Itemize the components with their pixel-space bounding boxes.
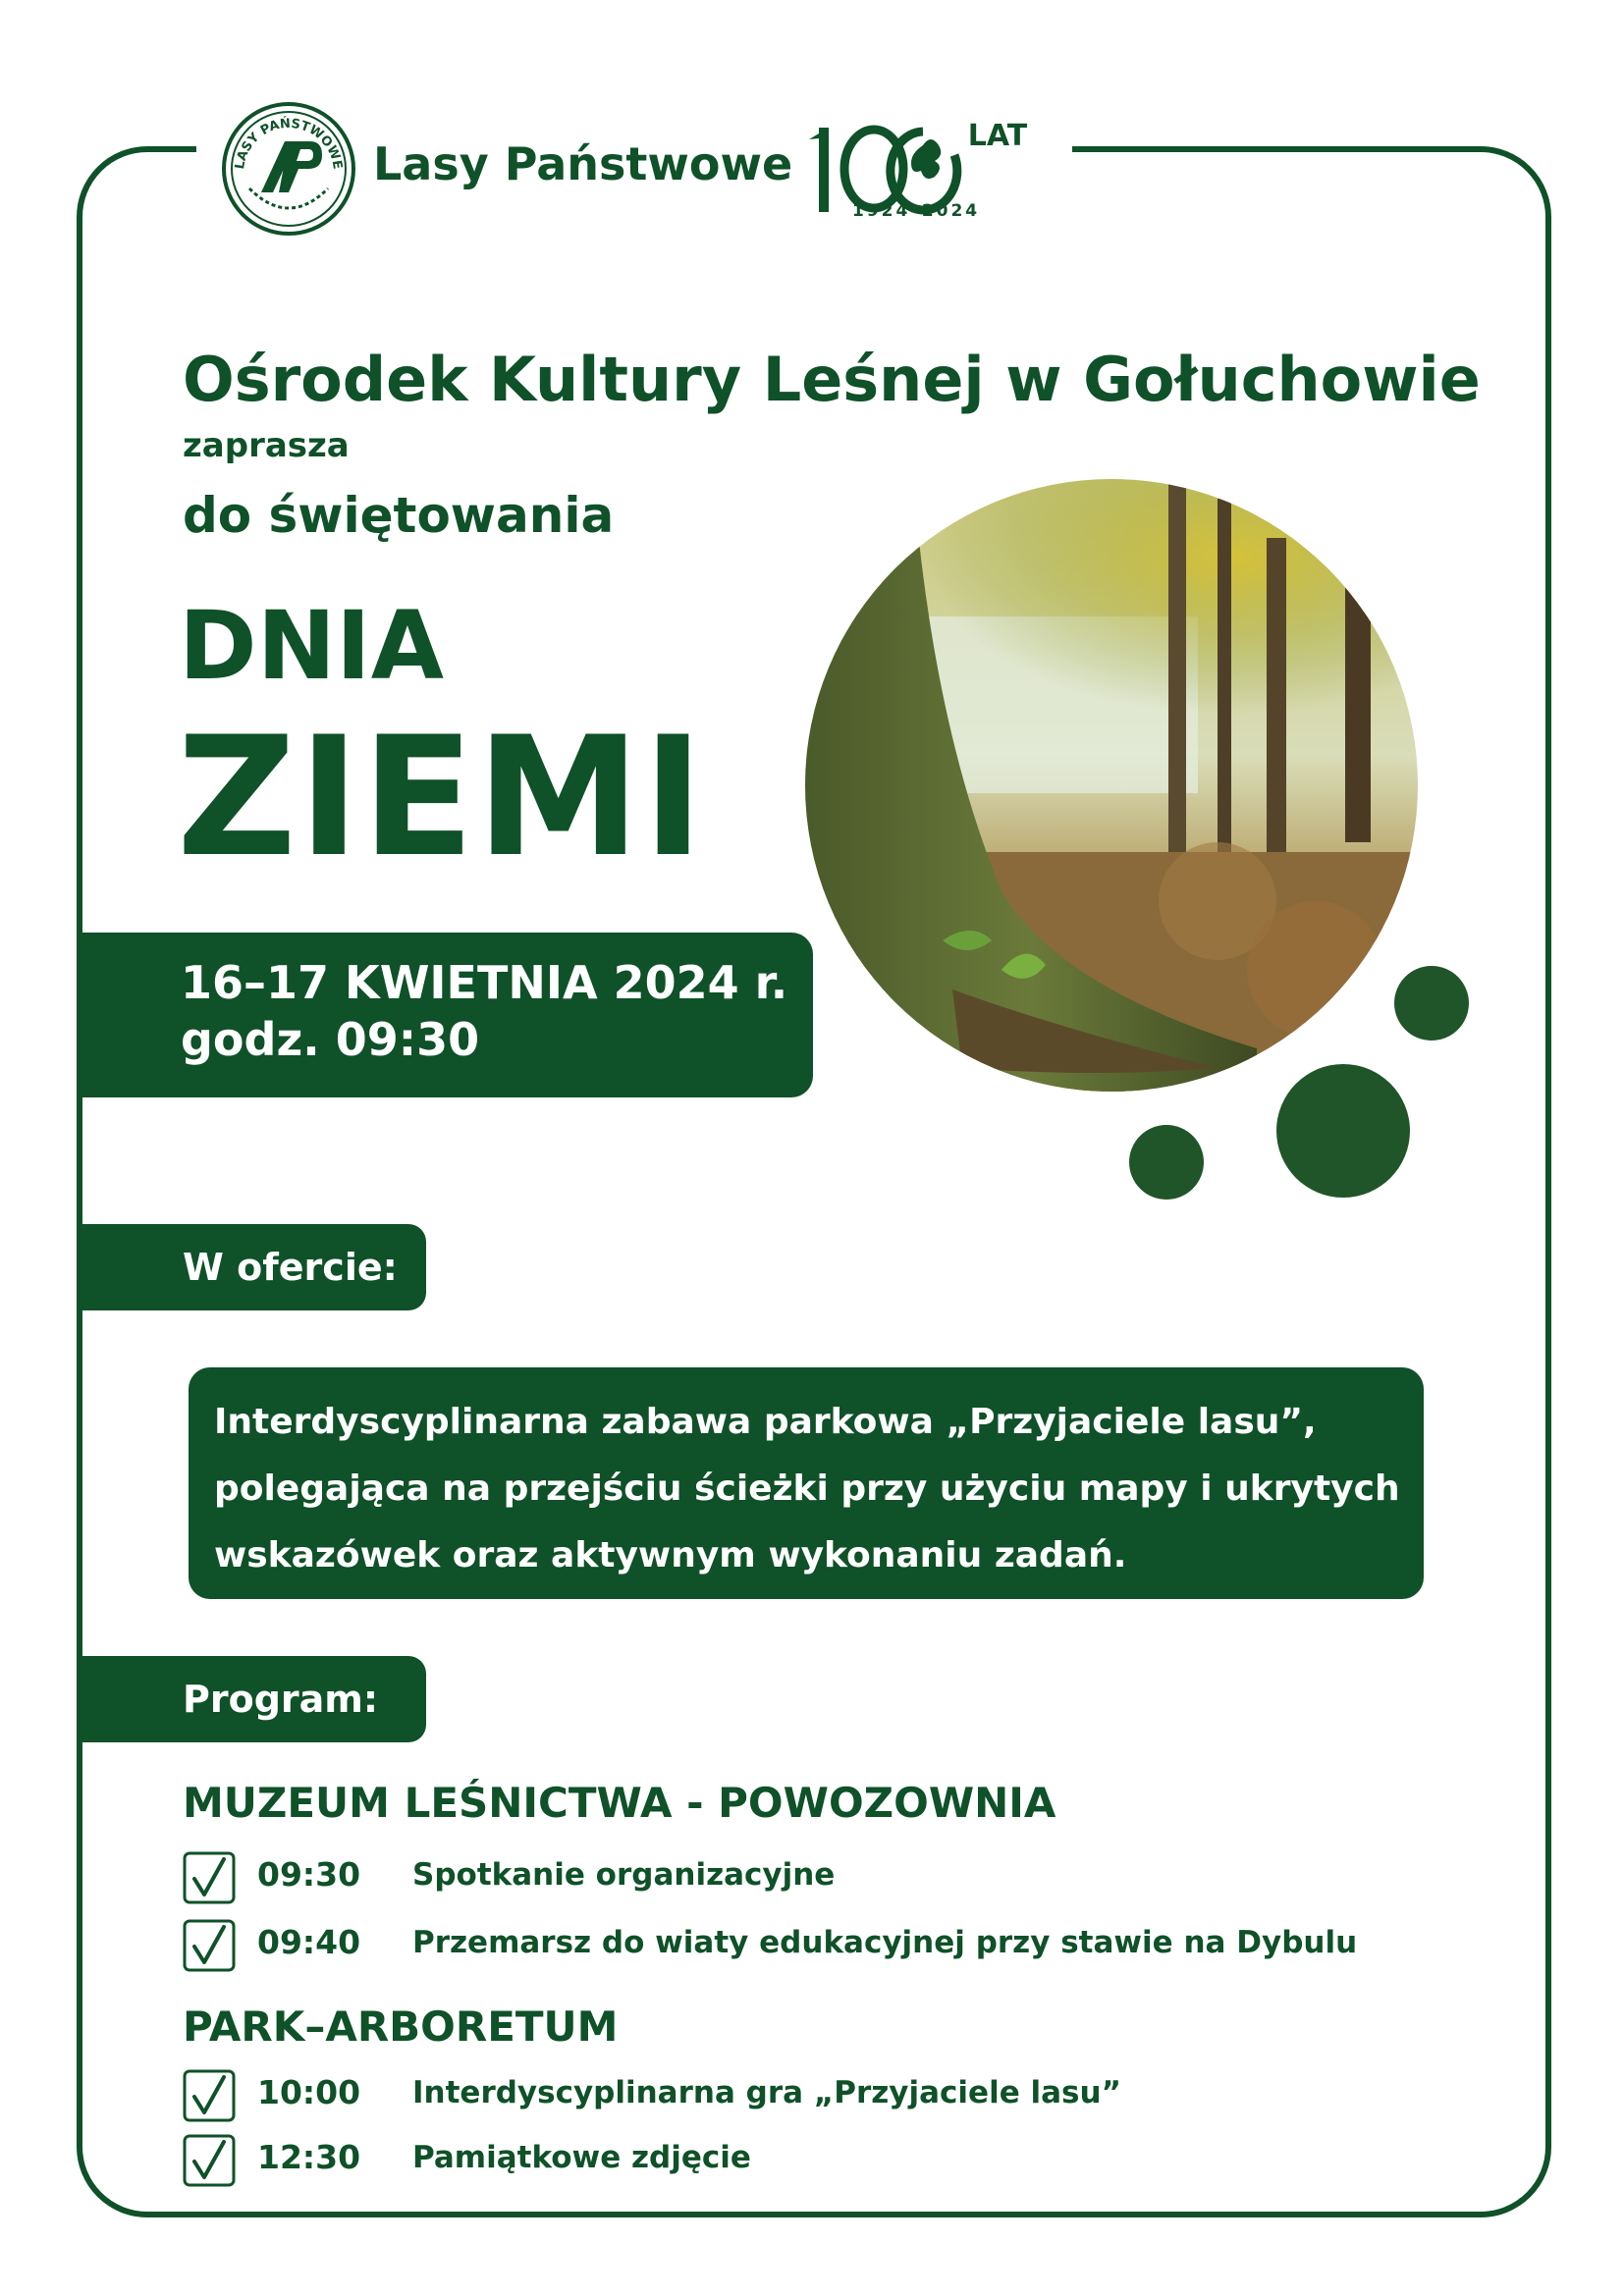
program-text: Interdyscyplinarna gra „Przyjaciele lasu” (412, 2075, 1121, 2110)
offer-line: polegająca na przejściu ścieżki przy użyciu mapy i ukrytych (214, 1468, 1400, 1509)
program-time: 09:30 (257, 1855, 361, 1894)
date-box (77, 933, 813, 1097)
seal-text-ring (220, 100, 357, 238)
100-years-anniversary-logo (805, 106, 1060, 224)
anniversary-label: LAT (967, 119, 1028, 153)
offer-heading-tab: W ofercie: (77, 1224, 426, 1310)
title-line-ziemi: ZIEMI (177, 701, 706, 893)
program-text: Pamiątkowe zdjęcie (412, 2140, 751, 2175)
program-text: Spotkanie organizacyjne (412, 1857, 836, 1893)
decorative-dot-small (1394, 966, 1469, 1041)
program-time: 09:40 (257, 1923, 361, 1961)
checkbox-checked-icon (183, 2069, 236, 2122)
program-time: 10:00 (257, 2073, 361, 2111)
checkbox-checked-icon (183, 1851, 236, 1904)
organizer-title: Ośrodek Kultury Leśnej w Gołuchowie (183, 344, 1481, 415)
decorative-dot-large (1276, 1064, 1410, 1198)
program-heading-tab: Program: (77, 1656, 426, 1742)
forest-photo (805, 479, 1418, 1092)
seal-text: LASY PAŃSTWOWE (233, 116, 345, 171)
venue-museum: MUZEUM LEŚNICTWA - POWOZOWNIA (183, 1779, 1056, 1827)
decorative-dot-small-left (1129, 1125, 1204, 1200)
venue-park-arboretum: PARK–ARBORETUM (183, 2002, 619, 2051)
offer-description-box (189, 1367, 1424, 1599)
title-line-dnia: DNIA (179, 591, 445, 701)
anniversary-years: 1924–2024 (852, 201, 981, 221)
checkbox-checked-icon (183, 2134, 236, 2187)
offer-line: Interdyscyplinarna zabawa parkowa „Przyjaciele lasu”, (214, 1402, 1317, 1442)
program-time: 12:30 (257, 2138, 361, 2176)
checkbox-checked-icon (183, 1919, 236, 1972)
offer-line: wskazówek oraz aktywnym wykonaniu zadań. (214, 1535, 1127, 1575)
event-time: godz. 09:30 (181, 1013, 480, 1066)
celebrate-text: do świętowania (183, 487, 615, 544)
event-date: 16–17 KWIETNIA 2024 r. (181, 956, 788, 1009)
program-text: Przemarsz do wiaty edukacyjnej przy stawie na Dybulu (412, 1925, 1358, 1960)
svg-text:LASY PAŃSTWOWE (233, 116, 345, 171)
brand-name: Lasy Państwowe (373, 137, 793, 190)
invites-text: zaprasza (183, 426, 350, 465)
